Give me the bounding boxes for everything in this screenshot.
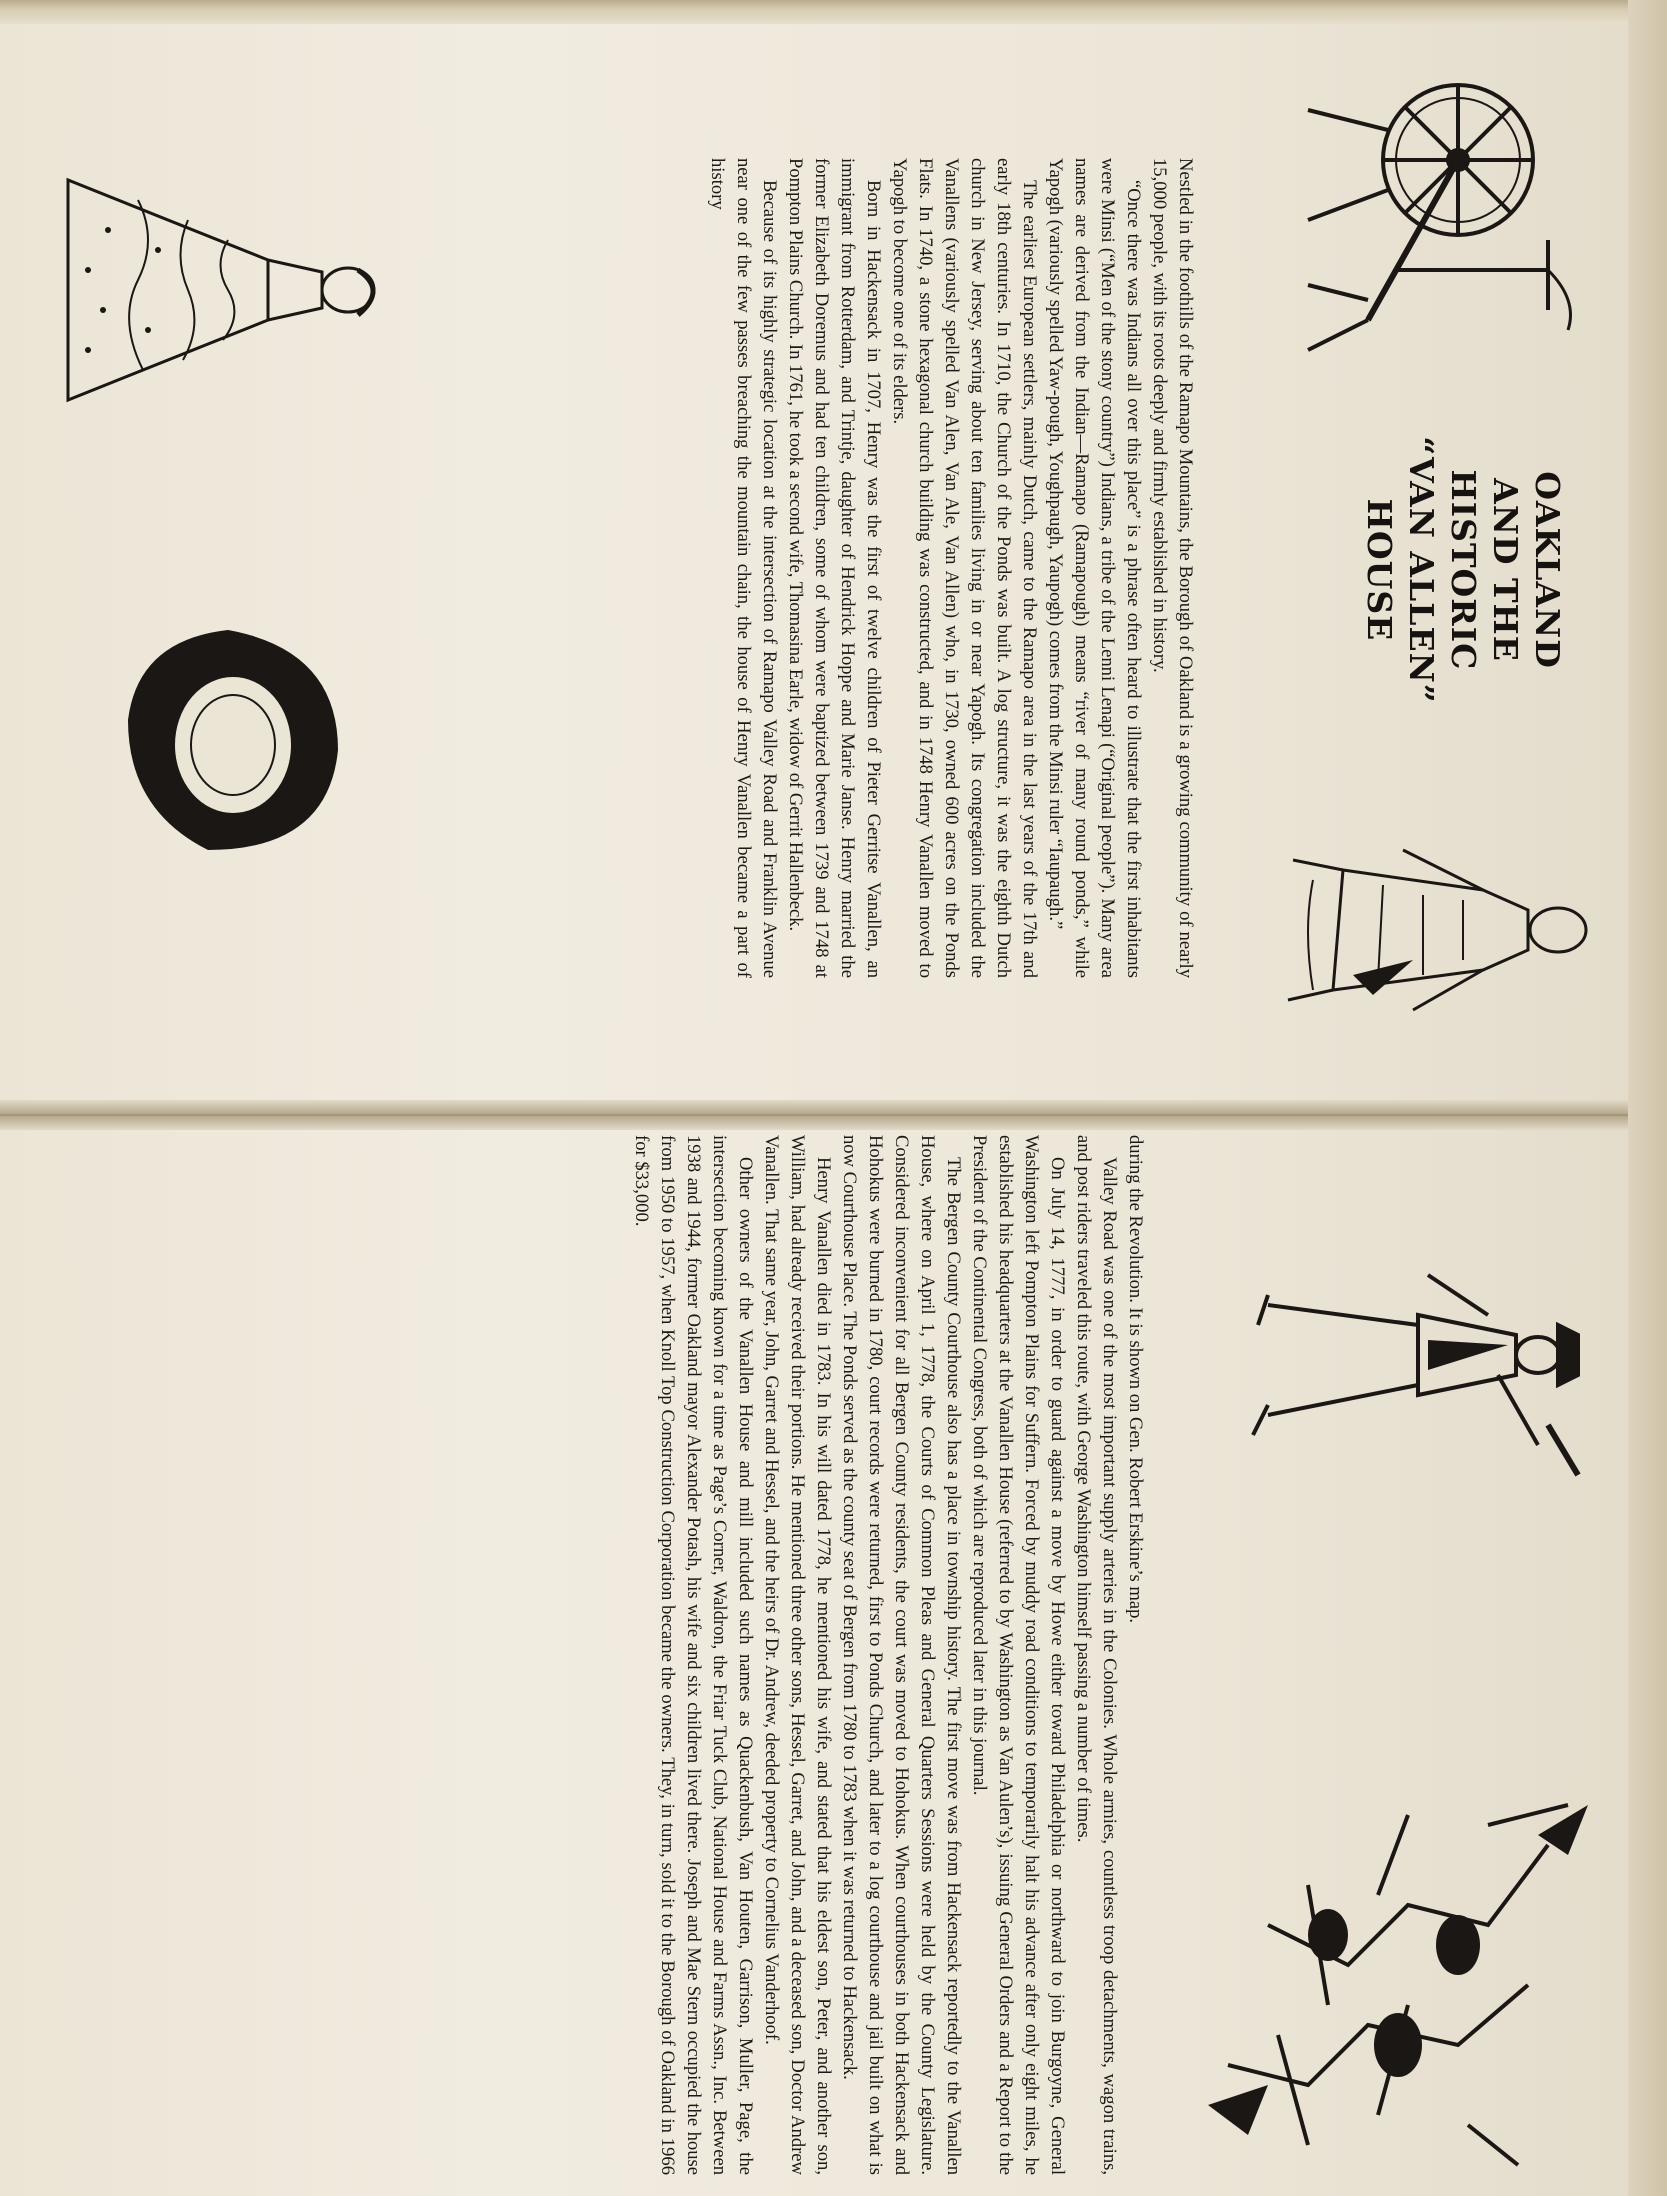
soldier-icon [1218, 1225, 1598, 1485]
book-gutter [0, 1100, 1628, 1130]
paragraph: Nestled in the foothills of the Ramapo Mountains, the Borough of Oakland is a growing community of nearly 15,000 people, with its roots deeply and firmly established in history. [1149, 158, 1196, 978]
paragraph: “Once there was Indians all over this place” is a phrase often heard to illustrate that the first inhabitants were Minsi (“Men of the stony country”) Indians, a tribe of the Lenni Lenapi (“Original people”). Many area names are derived from the Indian—Ramapo (Ramapough) means “river of many round ponds,” while Yapogh (variously spelled Yaw-pough, Youghpaugh, Yaupogh) comes from the Minsi ruler “Iaupaugh.” [1045, 158, 1144, 978]
page-right-edge [1628, 0, 1667, 2196]
title-line: HOUSE [1360, 498, 1399, 642]
paragraph: Because of its highly strategic location at the intersection of Ramapo Valley Road and Franklin Avenue near one of the few passes breaching the mountain chain, the house of Henry Vanallen became a part of history [707, 158, 780, 978]
battle-scene-icon [1178, 1785, 1608, 2175]
article-title [1358, 380, 1568, 760]
right-page [0, 1135, 1628, 2190]
colonial-gentleman-icon [1273, 810, 1603, 1040]
paragraph: The earliest European settlers, mainly Dutch, came to the Ramapo area in the last years of the 17th and early 18th centuries. In 1710, the Church of the Ponds was built. A log structure, it was the eighth Dutch church in New Jersey, serving about ten families living in or near Yapogh. Its congregation included the Vanallens (variously spelled Van Alen, Van Ale, Van Allen) who, in 1730, owned 600 acres on the Ponds Flats. In 1740, a stone hexagonal church building was constructed, and in 1748 Henry Vanallen moved to Yapogh to become one of its elders. [889, 158, 1040, 978]
paragraph: Other owners of the Vanallen House and mill included such names as Quackenbush, Van Houten, Garrison, Muller, Page, the intersection becoming known for a time as Page’s Corner, Waldron, the Friar Tuck Club, National House and Farms Assn., Inc. Between 1938 and 1944, former Oakland mayor Alexander Potash, his wife and six children lived there. Joseph and Mae Stern occupied the house from 1950 to 1957, when Knoll Top Construction Corporation became the owners. They, in turn, sold it to the Borough of Oakland in 1966 for $33,000. [631, 1135, 756, 2175]
left-page [0, 30, 1628, 1090]
title-line: OAKLAND [1528, 471, 1567, 669]
paragraph: during the Revolution. It is shown on Gen. Robert Erskine’s map. [1125, 1135, 1146, 1624]
paragraph: The Bergen County Courthouse also has a place in township history. The first move was from Hackensack reportedly to the Vanallen House, where on April 1, 1778, the Courts of Common Pleas and General Quarters Sessions were held by the County Legislature. Considered inconvenient for all Bergen County residents, the court was moved to Hohokus. When courthouses in both Hackensack and Hohokus were burned in 1780, court records were returned, first to Ponds Church, and later to a log courthouse and jail built on what is now Courthouse Place. The Ponds served as the county seat of Bergen from 1780 to 1783 when it was returned to Hackensack. [839, 1135, 964, 2175]
paragraph: Born in Hackensack in 1707, Henry was the first of twelve children of Pieter Gerritse Vanallen, an immigrant from Rotterdam, and Trintje, daughter of Hendrick Hoppe and Marie Janse. Henry married the former Elizabeth Doremus and had ten children, some of whom were baptized between 1739 and 1748 at Pompton Plains Church. In 1761, he took a second wife, Thomasina Earle, widow of Gerrit Hallenbeck. [785, 158, 884, 978]
page-stack-edge [0, 0, 1667, 24]
article-body-page-one [704, 158, 1198, 978]
paragraph: Valley Road was one of the most important supply arteries in the Colonies. Whole armies, countless troop detachments, wagon trains, and post riders traveled this route, with George Washington himself passing a number of times. [1073, 1135, 1120, 2175]
article-body-page-two [628, 1135, 1148, 2175]
paragraph: On July 14, 1777, in order to guard against a move by Howe either toward Philadelphia or northward to join Burgoyne, General Washington left Pompton Plains for Suffern. Forced by muddy road conditions to temporarily halt his advance after only eight miles, he established his headquarters at the Vanallen House (referred to by Washington as Van Aulen’s), issuing General Orders and a Report to the President of the Continental Congress, both of which are reproduced later in this journal. [969, 1135, 1068, 2175]
spinning-wheel-icon [1288, 70, 1608, 370]
title-line: AND THE HISTORIC [1444, 469, 1525, 671]
paragraph: Henry Vanallen died in 1783. In his will dated 1778, he mentioned his wife, and stated that his eldest son, Peter, and another son, William, had already received their portions. He mentioned three other sons, Hessel, Garret, and John, and a deceased son, Doctor Andrew Vanallen. That same year, John, Garret and Hessel, and the heirs of Dr. Andrew, deeded property to Cornelius Vanderhoof. [761, 1135, 834, 2175]
title-line: “VAN ALLEN” [1402, 436, 1441, 704]
